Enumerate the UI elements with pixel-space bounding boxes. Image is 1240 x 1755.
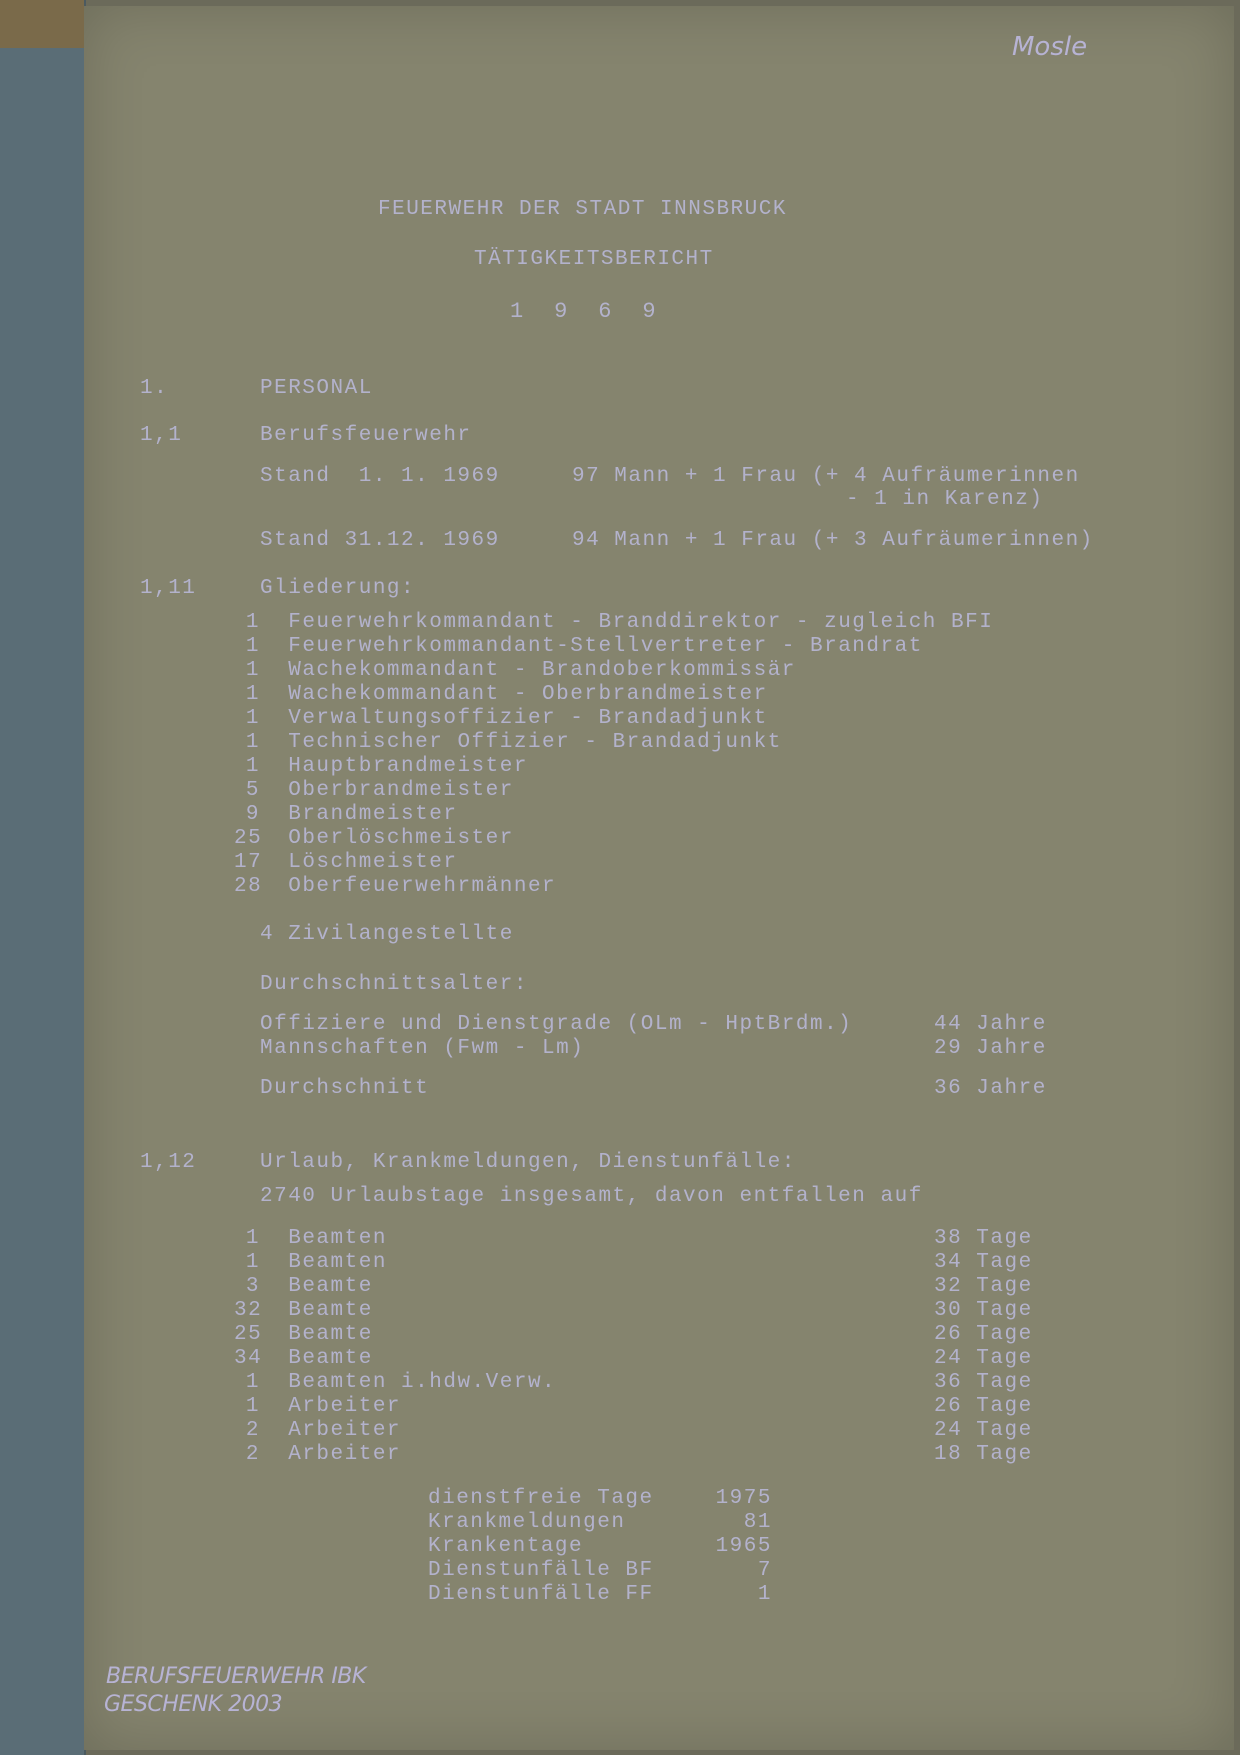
stat-label: dienstfreie Tage <box>428 1487 654 1510</box>
table-row: 1 Beamten <box>245 1251 387 1274</box>
table-row-days: 26 Tage <box>934 1395 1033 1418</box>
document-title: TÄTIGKEITSBERICHT <box>474 248 714 271</box>
list-item: 1 Technischer Offizier - Brandadjunkt <box>245 731 782 754</box>
stat-label: Krankmeldungen <box>428 1511 626 1534</box>
rank-list <box>234 612 1134 912</box>
avg-age-total-value: 36 Jahre <box>934 1077 1047 1100</box>
table-row: 1 Arbeiter <box>245 1395 402 1418</box>
table-row-days: 26 Tage <box>934 1323 1033 1346</box>
table-row-days: 24 Tage <box>934 1419 1033 1442</box>
donation-stamp-line-1: BERUFSFEUERWEHR IBK <box>106 1664 366 1689</box>
leave-table <box>234 1228 1134 1473</box>
section-1-1-number: 1,1 <box>140 424 183 447</box>
stat-label: Dienstunfälle FF <box>428 1583 654 1606</box>
table-row-days: 18 Tage <box>934 1443 1033 1466</box>
stat-label: Krankentage <box>428 1535 584 1558</box>
stat-value: 7 <box>757 1559 772 1582</box>
table-row-days: 32 Tage <box>934 1275 1033 1298</box>
document-page <box>84 6 1234 1750</box>
section-1-1-label: Berufsfeuerwehr <box>260 424 472 447</box>
list-item: 1 Verwaltungsoffizier - Brandadjunkt <box>245 707 768 730</box>
stand-start-value-continued: - 1 in Karenz) <box>846 488 1044 511</box>
section-1-number: 1. <box>140 377 169 400</box>
table-row: 2 Arbeiter <box>245 1443 402 1466</box>
avg-age-total-label: Durchschnitt <box>260 1077 430 1100</box>
table-row-days: 30 Tage <box>934 1299 1033 1322</box>
section-1-12-label: Urlaub, Krankmeldungen, Dienstunfälle: <box>260 1151 796 1174</box>
section-1-11-number: 1,11 <box>140 577 197 600</box>
list-item: 1 Feuerwehrkommandant - Branddirektor - zugleich BFI <box>245 611 994 634</box>
stat-value: 1965 <box>715 1535 772 1558</box>
table-row-days: 38 Tage <box>934 1227 1033 1250</box>
stand-start-value: 97 Mann + 1 Frau (+ 4 Aufräumerinnen <box>572 465 1080 488</box>
stand-end-value: 94 Mann + 1 Frau (+ 3 Aufräumerinnen) <box>572 529 1094 552</box>
table-row: 32 Beamte <box>234 1299 373 1322</box>
list-item: 1 Hauptbrandmeister <box>245 755 528 778</box>
table-row: 3 Beamte <box>245 1275 373 1298</box>
stat-value: 81 <box>743 1511 772 1534</box>
table-row: 1 Beamten i.hdw.Verw. <box>245 1371 557 1394</box>
table-row: 2 Arbeiter <box>245 1419 402 1442</box>
org-heading: FEUERWEHR DER STADT INNSBRUCK <box>378 198 787 221</box>
binder-strip <box>0 0 86 1755</box>
binder-edge <box>0 0 84 48</box>
table-row: 1 Beamten <box>245 1227 387 1250</box>
avg-age-row-label: Offiziere und Dienstgrade (OLm - HptBrdm.) <box>260 1013 853 1036</box>
stat-value: 1 <box>757 1583 772 1606</box>
section-1-11-label: Gliederung: <box>260 577 416 600</box>
report-year: 1 9 6 9 <box>510 299 658 324</box>
table-row-days: 24 Tage <box>934 1347 1033 1370</box>
corner-handwritten-note: Mosle <box>1012 32 1088 62</box>
list-item: 1 Wachekommandant - Oberbrandmeister <box>245 683 768 706</box>
avg-age-row-value: 44 Jahre <box>934 1013 1047 1036</box>
list-item: 9 Brandmeister <box>245 803 458 826</box>
avg-age-row-value: 29 Jahre <box>934 1037 1047 1060</box>
civilian-staff: 4 Zivilangestellte <box>260 923 514 946</box>
leave-intro: 2740 Urlaubstage insgesamt, davon entfallen auf <box>260 1185 923 1208</box>
table-row: 25 Beamte <box>234 1323 373 1346</box>
list-item: 25 Oberlöschmeister <box>234 827 514 850</box>
list-item: 1 Wachekommandant - Brandoberkommissär <box>245 659 796 682</box>
table-row-days: 36 Tage <box>934 1371 1033 1394</box>
summary-stats <box>428 1488 868 1618</box>
list-item: 28 Oberfeuerwehrmänner <box>234 875 557 898</box>
stand-end-label: Stand 31.12. 1969 <box>260 529 500 552</box>
list-item: 17 Löschmeister <box>234 851 458 874</box>
avg-age-heading: Durchschnittsalter: <box>260 973 528 996</box>
avg-age-row-label: Mannschaften (Fwm - Lm) <box>260 1037 585 1060</box>
stand-start-label: Stand 1. 1. 1969 <box>260 465 500 488</box>
list-item: 1 Feuerwehrkommandant-Stellvertreter - Brandrat <box>245 635 923 658</box>
stat-value: 1975 <box>715 1487 772 1510</box>
donation-stamp-line-2: GESCHENK 2003 <box>104 1692 283 1717</box>
section-1-12-number: 1,12 <box>140 1151 197 1174</box>
table-row-days: 34 Tage <box>934 1251 1033 1274</box>
section-1-label: PERSONAL <box>260 377 373 400</box>
stat-label: Dienstunfälle BF <box>428 1559 654 1582</box>
list-item: 5 Oberbrandmeister <box>245 779 514 802</box>
table-row: 34 Beamte <box>234 1347 373 1370</box>
